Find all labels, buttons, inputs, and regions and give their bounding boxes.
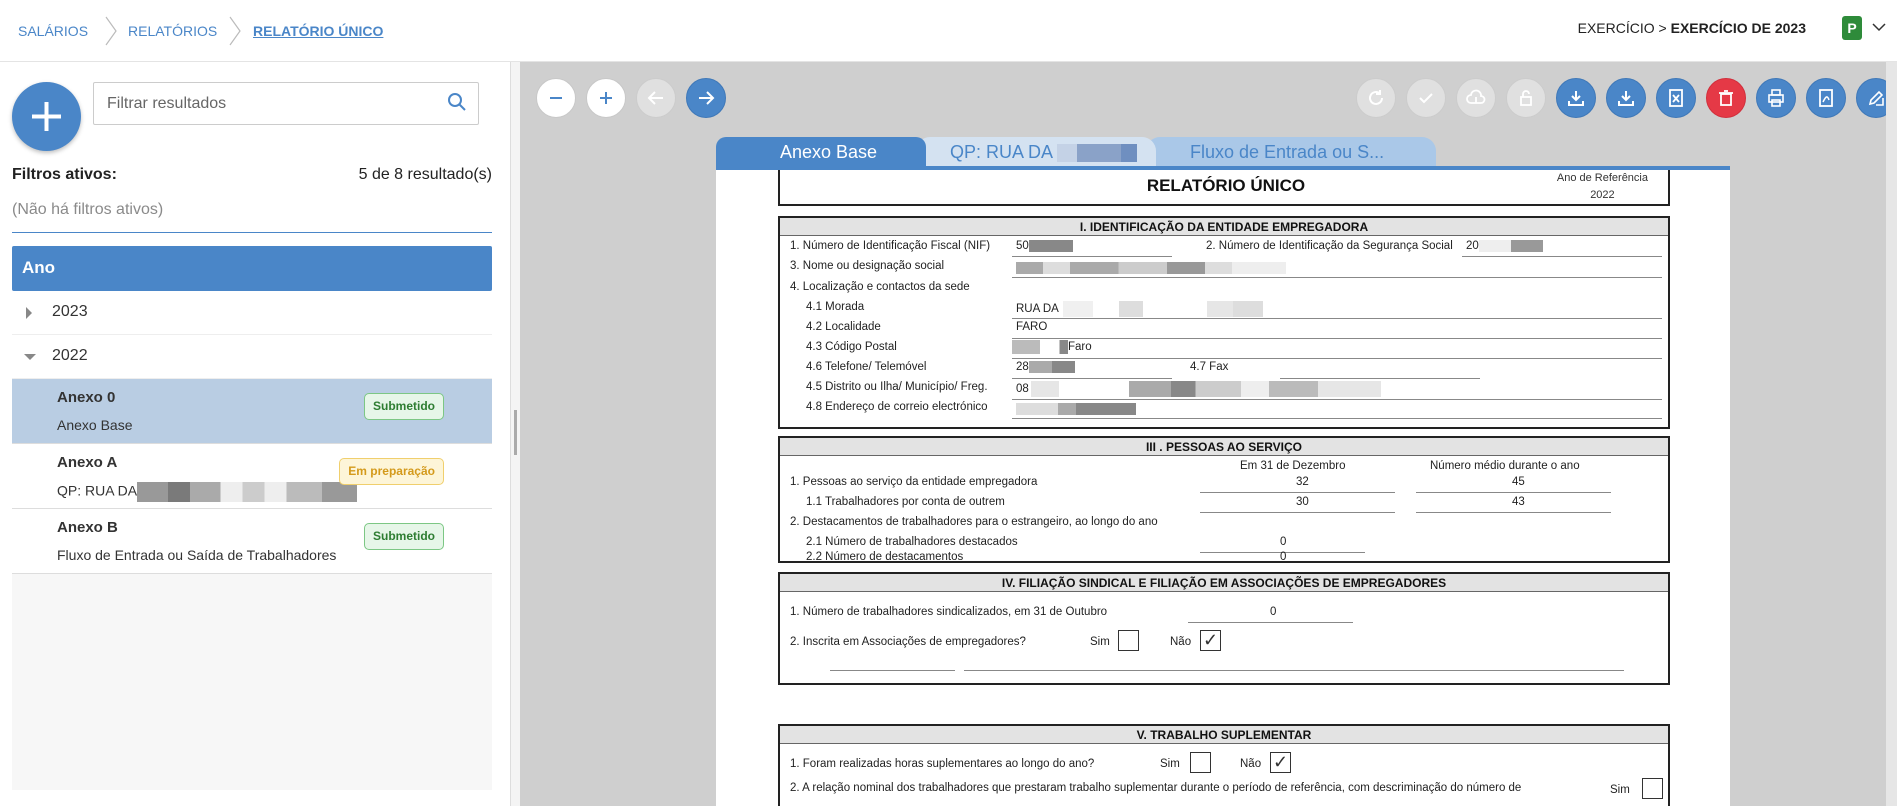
num-destacamentos-value[interactable]: 0 xyxy=(1280,551,1287,563)
localidade-value[interactable]: FARO xyxy=(1016,321,1048,333)
item-title: Anexo B xyxy=(57,519,118,536)
column-avg: Número médio durante o ano xyxy=(1430,460,1580,472)
zoom-out-button[interactable] xyxy=(536,78,576,118)
field-underline xyxy=(1280,378,1480,379)
redacted-block xyxy=(1031,381,1381,397)
profile-badge[interactable]: P xyxy=(1842,16,1862,40)
search-icon[interactable] xyxy=(447,92,467,112)
redacted-block xyxy=(1029,240,1073,252)
nif-number: 50 xyxy=(1016,240,1029,253)
item-subtitle-wrap xyxy=(57,482,357,502)
year-label: 2022 xyxy=(52,347,88,364)
morada-text: RUA DA xyxy=(1016,303,1059,316)
caret-down-icon xyxy=(24,354,36,360)
pessoas-dec-value[interactable]: 32 xyxy=(1296,476,1309,488)
tab-qp[interactable] xyxy=(916,137,1156,169)
reference-year-box xyxy=(1557,170,1648,204)
tab-anexo-base[interactable] xyxy=(716,137,926,169)
redacted-block xyxy=(1016,262,1286,274)
field-underline xyxy=(1012,256,1172,257)
destacados-label: 2.1 Número de trabalhadores destacados xyxy=(806,536,1018,548)
plus-icon xyxy=(12,82,81,151)
localidade-label: 4.2 Localidade xyxy=(806,321,881,333)
sindicalizados-value[interactable]: 0 xyxy=(1270,606,1277,618)
field-underline xyxy=(1012,338,1662,339)
refresh-button[interactable] xyxy=(1356,78,1396,118)
field-underline xyxy=(1462,256,1662,257)
field-underline xyxy=(1200,512,1395,513)
excel-button[interactable] xyxy=(1656,78,1696,118)
filter-input[interactable] xyxy=(93,82,479,125)
sim-label: Sim xyxy=(1610,784,1630,796)
field-underline xyxy=(830,670,955,671)
field-underline xyxy=(1200,492,1395,493)
year-row-2022[interactable] xyxy=(12,335,492,379)
sim-label: Sim xyxy=(1090,636,1110,648)
redacted-block xyxy=(1016,403,1136,415)
sidebar xyxy=(0,62,510,806)
field-underline xyxy=(1416,512,1611,513)
edit-icon xyxy=(1866,88,1886,108)
breadcrumb-relatorio-unico[interactable]: RELATÓRIO ÚNICO xyxy=(253,23,384,39)
morada-label: 4.1 Morada xyxy=(806,301,865,313)
document-tabs xyxy=(716,137,1730,169)
field-underline xyxy=(1188,622,1353,623)
download-alt-icon xyxy=(1616,88,1636,108)
nome-label: 3. Nome ou designação social xyxy=(790,260,945,272)
trash-icon xyxy=(1716,88,1736,108)
section-header: IV. FILIAÇÃO SINDICAL E FILIAÇÃO EM ASSOCIAÇÕES DE EMPREGADORES xyxy=(780,574,1668,592)
report-document xyxy=(716,170,1730,806)
email-label: 4.8 Endereço de correio electrónico xyxy=(806,401,988,413)
cloud-upload-icon xyxy=(1466,88,1486,108)
splitter-grip[interactable] xyxy=(514,410,517,455)
localizacao-label: 4. Localização e contactos da sede xyxy=(790,281,970,293)
codigo-postal-text: Faro xyxy=(1068,341,1092,354)
relacao-label: 2. A relação nominal dos trabalhadores que prestaram trabalho suplementar durante o período de referência, com descriminação do número de xyxy=(790,782,1522,794)
next-button[interactable] xyxy=(686,78,726,118)
redacted-block xyxy=(137,482,357,502)
pessoas-label: 1. Pessoas ao serviço da entidade empregadora xyxy=(790,476,1038,488)
trabalhadores-dec-value[interactable]: 30 xyxy=(1296,496,1309,508)
no-filters-text: (Não há filtros ativos) xyxy=(12,201,164,218)
item-subtitle: Fluxo de Entrada ou Saída de Trabalhadores xyxy=(57,547,337,563)
report-header-box xyxy=(778,170,1670,206)
redacted-block xyxy=(1063,301,1263,317)
print-button[interactable] xyxy=(1756,78,1796,118)
breadcrumb-separator-icon xyxy=(228,16,242,46)
zoom-out-icon xyxy=(546,88,566,108)
fax-label: 4.7 Fax xyxy=(1190,361,1229,373)
associacoes-label: 2. Inscrita em Associações de empregadores? xyxy=(790,636,1026,648)
year-row-2023[interactable] xyxy=(12,291,492,335)
exercise-prefix: EXERCÍCIO > xyxy=(1577,20,1667,36)
caret-right-icon xyxy=(26,307,32,319)
redacted-block xyxy=(1057,144,1137,162)
sim-checkbox[interactable] xyxy=(1190,752,1211,773)
chevron-down-icon[interactable] xyxy=(1872,20,1886,34)
print-icon xyxy=(1766,88,1786,108)
item-title: Anexo 0 xyxy=(57,389,116,406)
section-header: V. TRABALHO SUPLEMENTAR xyxy=(780,726,1668,744)
field-underline xyxy=(1012,418,1662,419)
telefone-value[interactable] xyxy=(1016,361,1075,373)
nao-checkbox[interactable]: ✓ xyxy=(1200,630,1221,651)
relacao-sim-checkbox[interactable] xyxy=(1642,778,1663,799)
section-pessoas xyxy=(778,436,1670,563)
nif-label: 1. Número de Identificação Fiscal (NIF) xyxy=(790,240,991,252)
breadcrumb-salarios[interactable]: SALÁRIOS xyxy=(18,23,89,39)
item-title: Anexo A xyxy=(57,454,118,471)
lock-icon xyxy=(1516,88,1536,108)
nif-value[interactable] xyxy=(1016,240,1073,252)
results-count: 5 de 8 resultado(s) xyxy=(358,166,492,183)
telefone-number: 28 xyxy=(1016,361,1029,374)
add-button[interactable] xyxy=(12,82,81,151)
download-alt-button[interactable] xyxy=(1606,78,1646,118)
sindicalizados-label: 1. Número de trabalhadores sindicalizados, em 31 de Outubro xyxy=(790,606,1108,618)
arrow-left-icon xyxy=(646,88,666,108)
nao-label: Não xyxy=(1170,636,1192,648)
distrito-number: 08 xyxy=(1016,383,1029,396)
codigo-postal-value[interactable] xyxy=(1012,340,1092,354)
distrito-value[interactable] xyxy=(1016,381,1381,397)
active-filters-label: Filtros ativos: xyxy=(12,166,117,183)
tab-label: QP: RUA DA xyxy=(950,142,1053,162)
reference-year: 2022 xyxy=(1590,189,1615,201)
codigo-postal-label: 4.3 Código Postal xyxy=(806,341,897,353)
field-underline xyxy=(1012,358,1662,359)
excel-icon xyxy=(1666,88,1686,108)
field-underline xyxy=(1416,492,1611,493)
section-header: I. IDENTIFICAÇÃO DA ENTIDADE EMPREGADORA xyxy=(780,218,1668,236)
pdf-button[interactable] xyxy=(1806,78,1846,118)
nao-checkbox[interactable]: ✓ xyxy=(1270,752,1291,773)
num-destacamentos-label: 2.2 Número de destacamentos xyxy=(806,551,964,563)
column-dec: Em 31 de Dezembro xyxy=(1240,460,1346,472)
field-underline xyxy=(1012,277,1662,278)
validate-button[interactable] xyxy=(1406,78,1446,118)
breadcrumb-relatorios[interactable]: RELATÓRIOS xyxy=(128,23,218,39)
report-title: RELATÓRIO ÚNICO xyxy=(1146,176,1306,195)
horas-label: 1. Foram realizadas horas suplementares ao longo do ano? xyxy=(790,758,1095,770)
upload-button[interactable] xyxy=(1456,78,1496,118)
section-trabalho-suplementar xyxy=(778,724,1670,806)
item-subtitle: QP: RUA DA xyxy=(57,482,138,499)
destacados-value[interactable]: 0 xyxy=(1280,536,1287,548)
tab-label: Fluxo de Entrada ou S... xyxy=(1190,142,1385,162)
nao-label: Não xyxy=(1240,758,1262,770)
top-bar xyxy=(0,0,1897,62)
arrow-right-icon xyxy=(696,88,716,108)
redacted-block xyxy=(1479,240,1543,252)
niss-value[interactable] xyxy=(1466,240,1543,252)
pdf-icon xyxy=(1816,88,1836,108)
breadcrumb-separator-icon xyxy=(104,16,118,46)
list-item-anexo-0[interactable] xyxy=(12,379,492,444)
list-item-anexo-b[interactable] xyxy=(12,509,492,574)
pessoas-avg-value[interactable]: 45 xyxy=(1512,476,1525,488)
section-identificacao xyxy=(778,216,1670,429)
status-badge: Submetido xyxy=(364,523,444,550)
lock-button[interactable] xyxy=(1506,78,1546,118)
trabalhadores-label: 1.1 Trabalhadores por conta de outrem xyxy=(806,496,1005,508)
tab-fluxo[interactable] xyxy=(1146,137,1436,169)
list-item-anexo-a[interactable] xyxy=(12,444,492,509)
section-filiacao xyxy=(778,572,1670,685)
year-label: 2023 xyxy=(52,303,88,320)
field-underline xyxy=(1012,378,1172,379)
status-badge: Em preparação xyxy=(339,458,444,485)
destacamentos-label: 2. Destacamentos de trabalhadores para o estrangeiro, ao longo do ano xyxy=(790,516,1158,528)
refresh-icon xyxy=(1366,88,1386,108)
zoom-in-button[interactable] xyxy=(586,78,626,118)
section-header: III . PESSOAS AO SERVIÇO xyxy=(780,438,1668,456)
redacted-block xyxy=(1012,340,1068,354)
reference-year-label: Ano de Referência xyxy=(1556,172,1648,184)
status-badge: Submetido xyxy=(364,393,444,420)
zoom-in-icon xyxy=(596,88,616,108)
tab-label: Anexo Base xyxy=(780,142,878,162)
exercise-value: EXERCÍCIO DE 2023 xyxy=(1670,20,1806,36)
field-underline xyxy=(964,670,1624,671)
field-underline xyxy=(1012,399,1662,400)
divider xyxy=(12,232,492,233)
sim-label: Sim xyxy=(1160,758,1180,770)
redacted-block xyxy=(1029,361,1075,373)
distrito-label: 4.5 Distrito ou Ilha/ Município/ Freg. xyxy=(806,381,988,393)
telefone-label: 4.6 Telefone/ Telemóvel xyxy=(806,361,927,373)
delete-button[interactable] xyxy=(1706,78,1746,118)
check-icon xyxy=(1416,88,1436,108)
field-underline xyxy=(1012,318,1662,319)
niss-number: 20 xyxy=(1466,240,1479,253)
item-subtitle: Anexo Base xyxy=(57,417,133,433)
vertical-scrollbar[interactable] xyxy=(1886,62,1897,806)
niss-label: 2. Número de Identificação da Segurança Social xyxy=(1206,240,1453,252)
download-button[interactable] xyxy=(1556,78,1596,118)
download-icon xyxy=(1566,88,1586,108)
sim-checkbox[interactable] xyxy=(1118,630,1139,651)
previous-button[interactable] xyxy=(636,78,676,118)
exercise-selector[interactable] xyxy=(1578,20,1806,36)
group-header-ano: Ano xyxy=(12,246,492,291)
morada-value[interactable] xyxy=(1016,301,1263,317)
trabalhadores-avg-value[interactable]: 43 xyxy=(1512,496,1525,508)
